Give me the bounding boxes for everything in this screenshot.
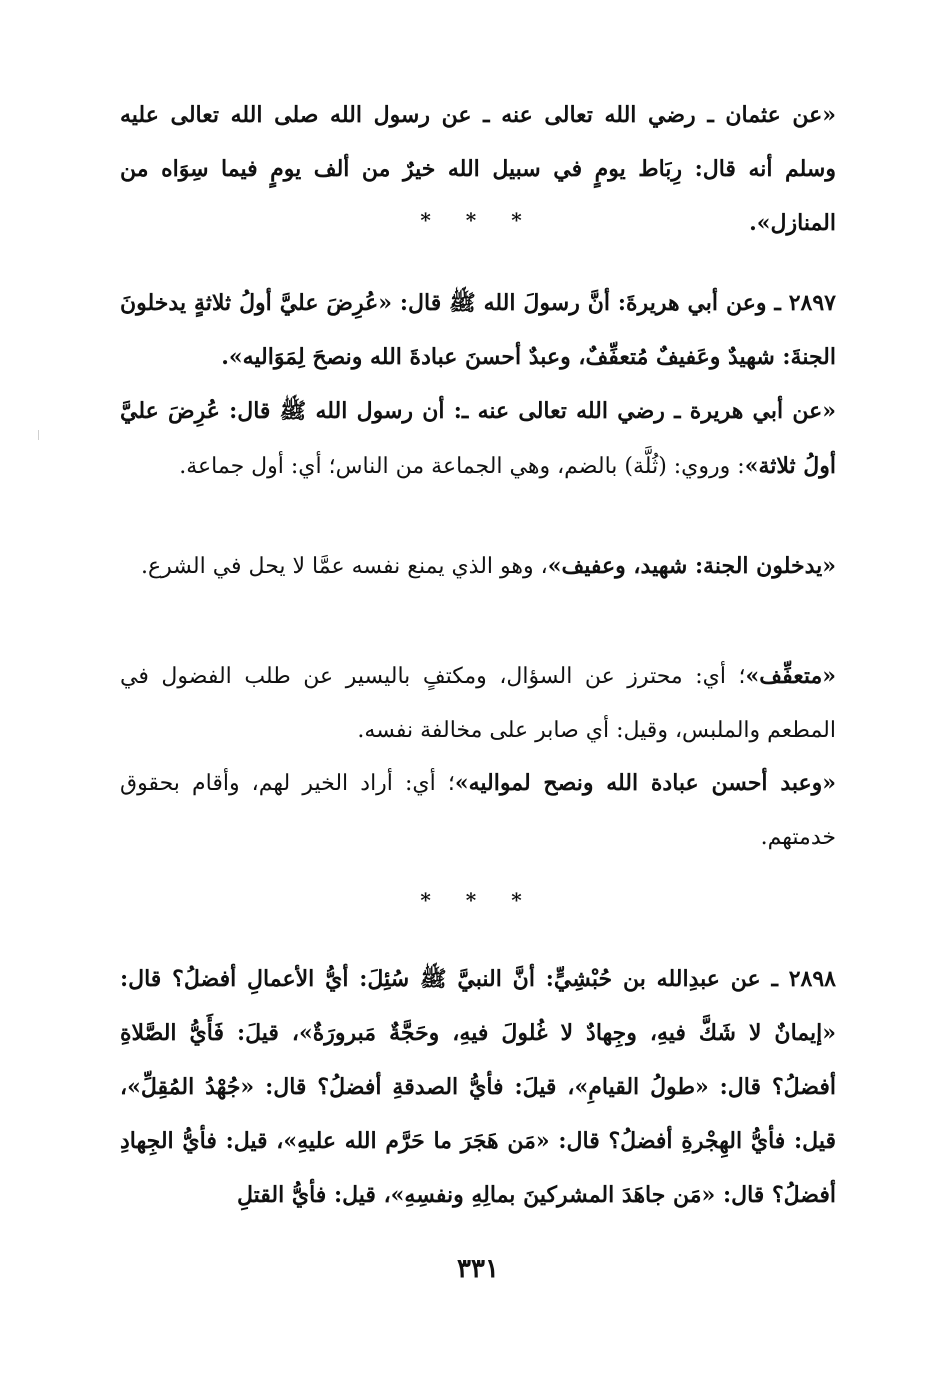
commentary-lead-2: «يدخلون الجنة: شهيد، وعفيف» <box>547 553 836 579</box>
paragraph-commentary-2 <box>120 539 836 594</box>
section-separator-2: * * * <box>420 888 536 912</box>
scan-edge-mark <box>38 430 39 440</box>
commentary-lead-4: «وعبد أحسن عبادة الله ونصح لمواليه» <box>454 770 837 796</box>
paragraph-commentary-4 <box>120 756 836 865</box>
paragraph-commentary-1 <box>120 384 836 494</box>
commentary-text-1: : وروي: (ثُلَّة) بالضم، وهي الجماعة من الناس؛ أي: أول جماعة. <box>179 454 745 479</box>
section-separator-1: * * * <box>420 208 536 232</box>
paragraph-commentary-3 <box>120 649 836 758</box>
commentary-lead-3: «متعفِّف» <box>745 663 836 689</box>
paragraph-hadith-2898: ٢٨٩٨ ـ عن عبدِالله بن حُبْشِيٍّ: أنَّ النبيَّ ﷺ سُئِلَ: أيُّ الأعمالِ أفضلُ؟ قال: «إيمانٌ لا شَكَّ فيهِ، وجِهادٌ لا غُلولَ فيهِ، وحَجَّةٌ مَبرورَةٌ»، قيلَ: فَأَيُّ الصَّلاةِ أفضلُ؟ قال: «طولُ القيامِ»، قيلَ: فأيُّ الصدقةِ أفضلُ؟ قال: «جُهْدُ المُقِلِّ»، قيل: فأيُّ الهِجْرةِ أفضلُ؟ قال: «مَن هَجَرَ ما حَرَّم الله عليهِ»، قيل: فأيُّ الجِهادِ أفضلُ؟ قال: «مَن جاهَدَ المشركينَ بمالِهِ ونفسِهِ»، قيل: فأيُّ القتلِ <box>120 966 836 1208</box>
commentary-text-3: ؛ أي: محترز عن السؤال، ومكتفٍ باليسير عن طلب الفضول في المطعم والملبس، وقيل: أي صابر على مخالفة نفسه. <box>120 664 836 743</box>
commentary-text-4: ؛ أي: أراد الخير لهم، وأقام بحقوق خدمتهم. <box>120 771 836 850</box>
paragraph-hadith-2897: ٢٨٩٧ ـ وعن أبي هريرةَ: أنَّ رسولَ الله ﷺ قال: «عُرِضَ عليَّ أولُ ثلاثةٍ يدخلونَ الجنةَ: شهيدٌ وعَفيفٌ مُتعفِّفٌ، وعبدٌ أحسنَ عبادةَ الله ونصحَ لِمَوَاليه». <box>120 290 836 370</box>
book-page <box>120 88 836 1308</box>
paragraph-hadith-uthman: «عن عثمان ـ رضي الله تعالى عنه ـ عن رسول الله صلى الله تعالى عليه وسلم أنه قال: رِبَاط يومٍ في سبيل الله خيرٌ من ألف يومٍ فيما سِوَاه من المنازل». <box>120 102 836 236</box>
page-number: ٣٣١ <box>457 1254 499 1284</box>
commentary-text-2: ، وهو الذي يمنع نفسه عمَّا لا يحل في الشرع. <box>141 554 548 579</box>
commentary-lead-1: «عن أبي هريرة ـ رضي الله تعالى عنه ـ: أن رسول الله ﷺ قال: عُرِضَ عليَّ أولُ ثلاثة» <box>120 398 836 479</box>
